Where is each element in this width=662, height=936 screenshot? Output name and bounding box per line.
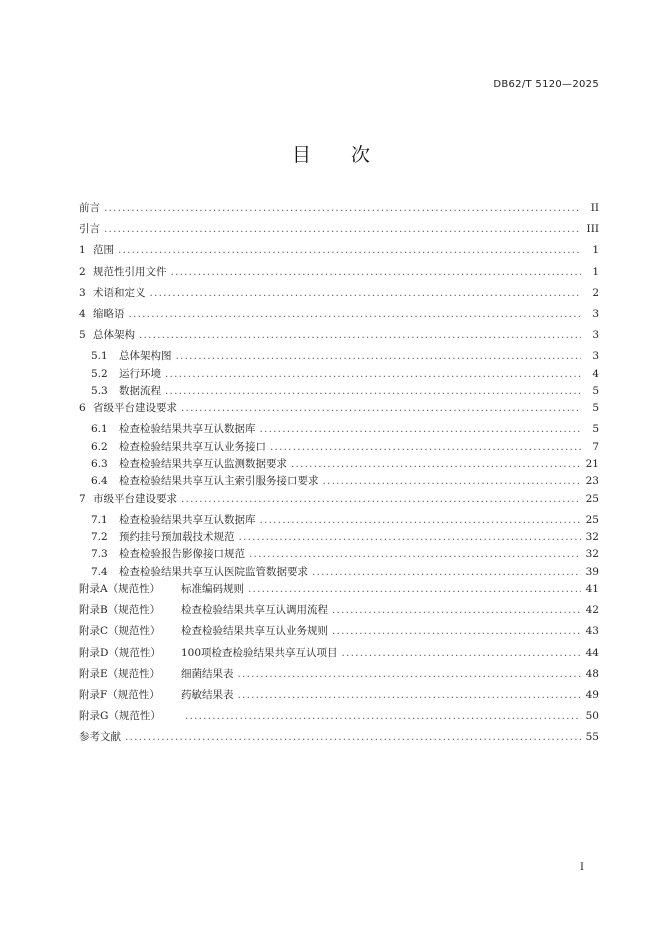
page-title bbox=[0, 140, 662, 167]
toc-entry-6-3[interactable] bbox=[79, 456, 599, 473]
toc-number: 4 bbox=[79, 307, 86, 320]
toc-entry-appendix-d[interactable] bbox=[79, 645, 599, 666]
toc-label: 总体架构图 bbox=[119, 350, 172, 363]
toc-label: 缩略语 bbox=[93, 307, 125, 320]
toc-page: 55 bbox=[585, 731, 599, 744]
toc-leader bbox=[260, 423, 582, 435]
toc-label: 范围 bbox=[93, 244, 114, 257]
toc-page: 5 bbox=[592, 402, 599, 415]
toc-entry-6-2[interactable] bbox=[79, 439, 599, 456]
toc-page: II bbox=[590, 202, 599, 214]
toc-label: 规范性引用文件 bbox=[93, 265, 167, 278]
appendix-tag: 附录G（规范性） bbox=[79, 710, 161, 723]
toc-page: 3 bbox=[592, 307, 599, 320]
toc-page: 5 bbox=[592, 423, 599, 436]
toc-entry-3[interactable] bbox=[79, 285, 599, 306]
toc-leader bbox=[181, 402, 581, 414]
toc-label: 检查检验结果共享互认调用流程 bbox=[181, 604, 328, 617]
toc-number: 7.2 bbox=[91, 531, 108, 544]
toc-label: 药敏结果表 bbox=[181, 688, 234, 701]
toc-number: 6.1 bbox=[91, 423, 108, 436]
toc-number: 5.1 bbox=[91, 350, 108, 363]
toc-page: 50 bbox=[585, 710, 599, 723]
toc-entry-6-4[interactable] bbox=[79, 473, 599, 490]
appendix-tag: 附录B（规范性） bbox=[79, 604, 161, 617]
toc-entry-5-3[interactable] bbox=[79, 383, 599, 400]
title-char-2: 次 bbox=[351, 144, 371, 166]
toc-label: 总体架构 bbox=[93, 329, 135, 342]
appendix-tag: 附录E（规范性） bbox=[79, 667, 161, 680]
toc-page: 43 bbox=[585, 625, 599, 638]
toc-entry-5-2[interactable] bbox=[79, 366, 599, 383]
toc-page: 1 bbox=[592, 265, 599, 278]
toc-page: III bbox=[586, 223, 599, 236]
toc-label: 引言 bbox=[79, 223, 100, 236]
toc-entry-appendix-e[interactable] bbox=[79, 666, 599, 687]
toc-number: 6.4 bbox=[91, 475, 108, 488]
toc-leader bbox=[342, 647, 581, 659]
toc-leader bbox=[171, 266, 582, 278]
toc-label: 数据流程 bbox=[119, 384, 161, 397]
toc-label: 术语和定义 bbox=[93, 286, 146, 299]
toc-label: 细菌结果表 bbox=[181, 667, 234, 680]
toc-leader bbox=[332, 604, 581, 616]
toc-number: 6.2 bbox=[91, 440, 108, 453]
toc-entry-5[interactable] bbox=[79, 327, 599, 348]
toc-page: 5 bbox=[592, 384, 599, 397]
toc-page: 21 bbox=[585, 457, 599, 470]
toc-number: 5 bbox=[79, 329, 86, 342]
toc-number: 5.2 bbox=[91, 367, 108, 380]
toc-page: 48 bbox=[585, 667, 599, 680]
toc-leader bbox=[118, 244, 581, 256]
toc-number: 3 bbox=[79, 286, 86, 299]
toc-entry-appendix-g[interactable] bbox=[79, 708, 599, 729]
toc-entry-7[interactable] bbox=[79, 491, 599, 512]
toc-entry-7-2[interactable] bbox=[79, 529, 599, 546]
toc-label: 检查检验结果共享互认医院监管数据要求 bbox=[119, 565, 308, 578]
toc-entry-2[interactable] bbox=[79, 264, 599, 285]
toc-page: 32 bbox=[585, 548, 599, 561]
toc-label: 省级平台建设要求 bbox=[93, 402, 177, 415]
toc-number: 6.3 bbox=[91, 457, 108, 470]
toc-leader bbox=[239, 531, 582, 543]
toc-leader bbox=[165, 368, 581, 380]
toc-number: 7.3 bbox=[91, 548, 108, 561]
toc-page: 7 bbox=[592, 440, 599, 453]
toc-page: 25 bbox=[585, 492, 599, 505]
toc-label: 检查检验结果共享互认数据库 bbox=[119, 423, 256, 436]
toc-entry-appendix-f[interactable] bbox=[79, 687, 599, 708]
toc-entry-appendix-a[interactable] bbox=[79, 581, 599, 602]
toc-page: 41 bbox=[585, 582, 599, 595]
toc-label: 100项检查检验结果共享互认项目 bbox=[181, 646, 338, 659]
toc-page: 42 bbox=[585, 604, 599, 617]
appendix-tag: 附录A（规范性） bbox=[79, 582, 161, 595]
toc-leader bbox=[238, 668, 582, 680]
appendix-tag: 附录C（规范性） bbox=[79, 625, 161, 638]
toc-entry-7-3[interactable] bbox=[79, 546, 599, 563]
toc-number: 7.1 bbox=[91, 513, 108, 526]
toc-label: 检查检验结果共享互认业务规则 bbox=[181, 625, 328, 638]
page-number: I bbox=[580, 862, 584, 873]
toc-page: 25 bbox=[585, 513, 599, 526]
toc-page: 39 bbox=[585, 565, 599, 578]
toc-leader bbox=[104, 223, 581, 235]
toc-entry-6[interactable] bbox=[79, 400, 599, 421]
toc-leader bbox=[129, 308, 582, 320]
toc-page: 32 bbox=[585, 531, 599, 544]
toc-label: 检查检验结果共享互认监测数据要求 bbox=[119, 457, 287, 470]
toc-page: 3 bbox=[592, 350, 599, 363]
toc-label: 运行环境 bbox=[119, 367, 161, 380]
toc-leader bbox=[176, 350, 582, 362]
toc-label: 市级平台建设要求 bbox=[93, 492, 177, 505]
toc-page: 3 bbox=[592, 329, 599, 342]
toc-entry-7-4[interactable] bbox=[79, 564, 599, 581]
document-code: DB62/T 5120—2025 bbox=[493, 79, 599, 90]
toc-leader bbox=[165, 385, 581, 397]
toc-entry-appendix-b[interactable] bbox=[79, 602, 599, 623]
toc-entry-7-1[interactable] bbox=[79, 512, 599, 529]
toc-label: 参考文献 bbox=[79, 731, 121, 744]
toc-label: 预约挂号预加载技术规范 bbox=[119, 531, 235, 544]
toc-leader bbox=[238, 689, 582, 701]
toc-leader bbox=[332, 625, 581, 637]
toc-number: 5.3 bbox=[91, 384, 108, 397]
toc-leader bbox=[270, 441, 581, 453]
toc-leader bbox=[150, 287, 582, 299]
toc-page: 23 bbox=[585, 475, 599, 488]
title-char-1: 目 bbox=[291, 144, 311, 166]
toc-leader bbox=[260, 514, 582, 526]
toc-page: 1 bbox=[592, 244, 599, 257]
toc-page: 4 bbox=[592, 367, 599, 380]
toc-number: 1 bbox=[79, 244, 86, 257]
toc-page: 49 bbox=[585, 688, 599, 701]
toc-label: 检查检验报告影像接口规范 bbox=[119, 548, 245, 561]
toc-entry-1[interactable] bbox=[79, 242, 599, 263]
toc-number: 2 bbox=[79, 265, 86, 278]
toc-number: 7 bbox=[79, 492, 86, 505]
toc-label: 检查检验结果共享互认数据库 bbox=[119, 513, 256, 526]
toc-leader bbox=[181, 493, 581, 505]
toc-leader bbox=[185, 710, 581, 722]
toc-entry-references[interactable] bbox=[79, 729, 599, 750]
toc-entry-foreword[interactable] bbox=[79, 200, 599, 221]
toc-label: 检查检验结果共享互认业务接口 bbox=[119, 440, 266, 453]
toc-number: 6 bbox=[79, 402, 86, 415]
toc-label: 标准编码规则 bbox=[181, 582, 244, 595]
toc-label: 前言 bbox=[79, 202, 100, 214]
toc-entry-6-1[interactable] bbox=[79, 421, 599, 438]
toc-leader bbox=[125, 731, 581, 743]
toc-entry-introduction[interactable] bbox=[79, 221, 599, 242]
toc-leader bbox=[139, 329, 581, 341]
toc-entry-4[interactable] bbox=[79, 306, 599, 327]
toc-number: 7.4 bbox=[91, 565, 108, 578]
toc-page: 44 bbox=[585, 646, 599, 659]
toc-leader bbox=[249, 548, 581, 560]
toc-page: 2 bbox=[592, 286, 599, 299]
toc-leader bbox=[104, 202, 581, 214]
toc-label: 检查检验结果共享互认主索引服务接口要求 bbox=[119, 475, 319, 488]
appendix-tag: 附录F（规范性） bbox=[79, 688, 160, 701]
toc-entry-5-1[interactable] bbox=[79, 348, 599, 365]
toc-leader bbox=[323, 475, 582, 487]
toc-leader bbox=[291, 458, 581, 470]
toc-entry-appendix-c[interactable] bbox=[79, 623, 599, 644]
toc-leader bbox=[248, 583, 581, 595]
toc-leader bbox=[312, 566, 581, 578]
table-of-contents bbox=[79, 200, 599, 750]
appendix-tag: 附录D（规范性） bbox=[79, 646, 161, 659]
